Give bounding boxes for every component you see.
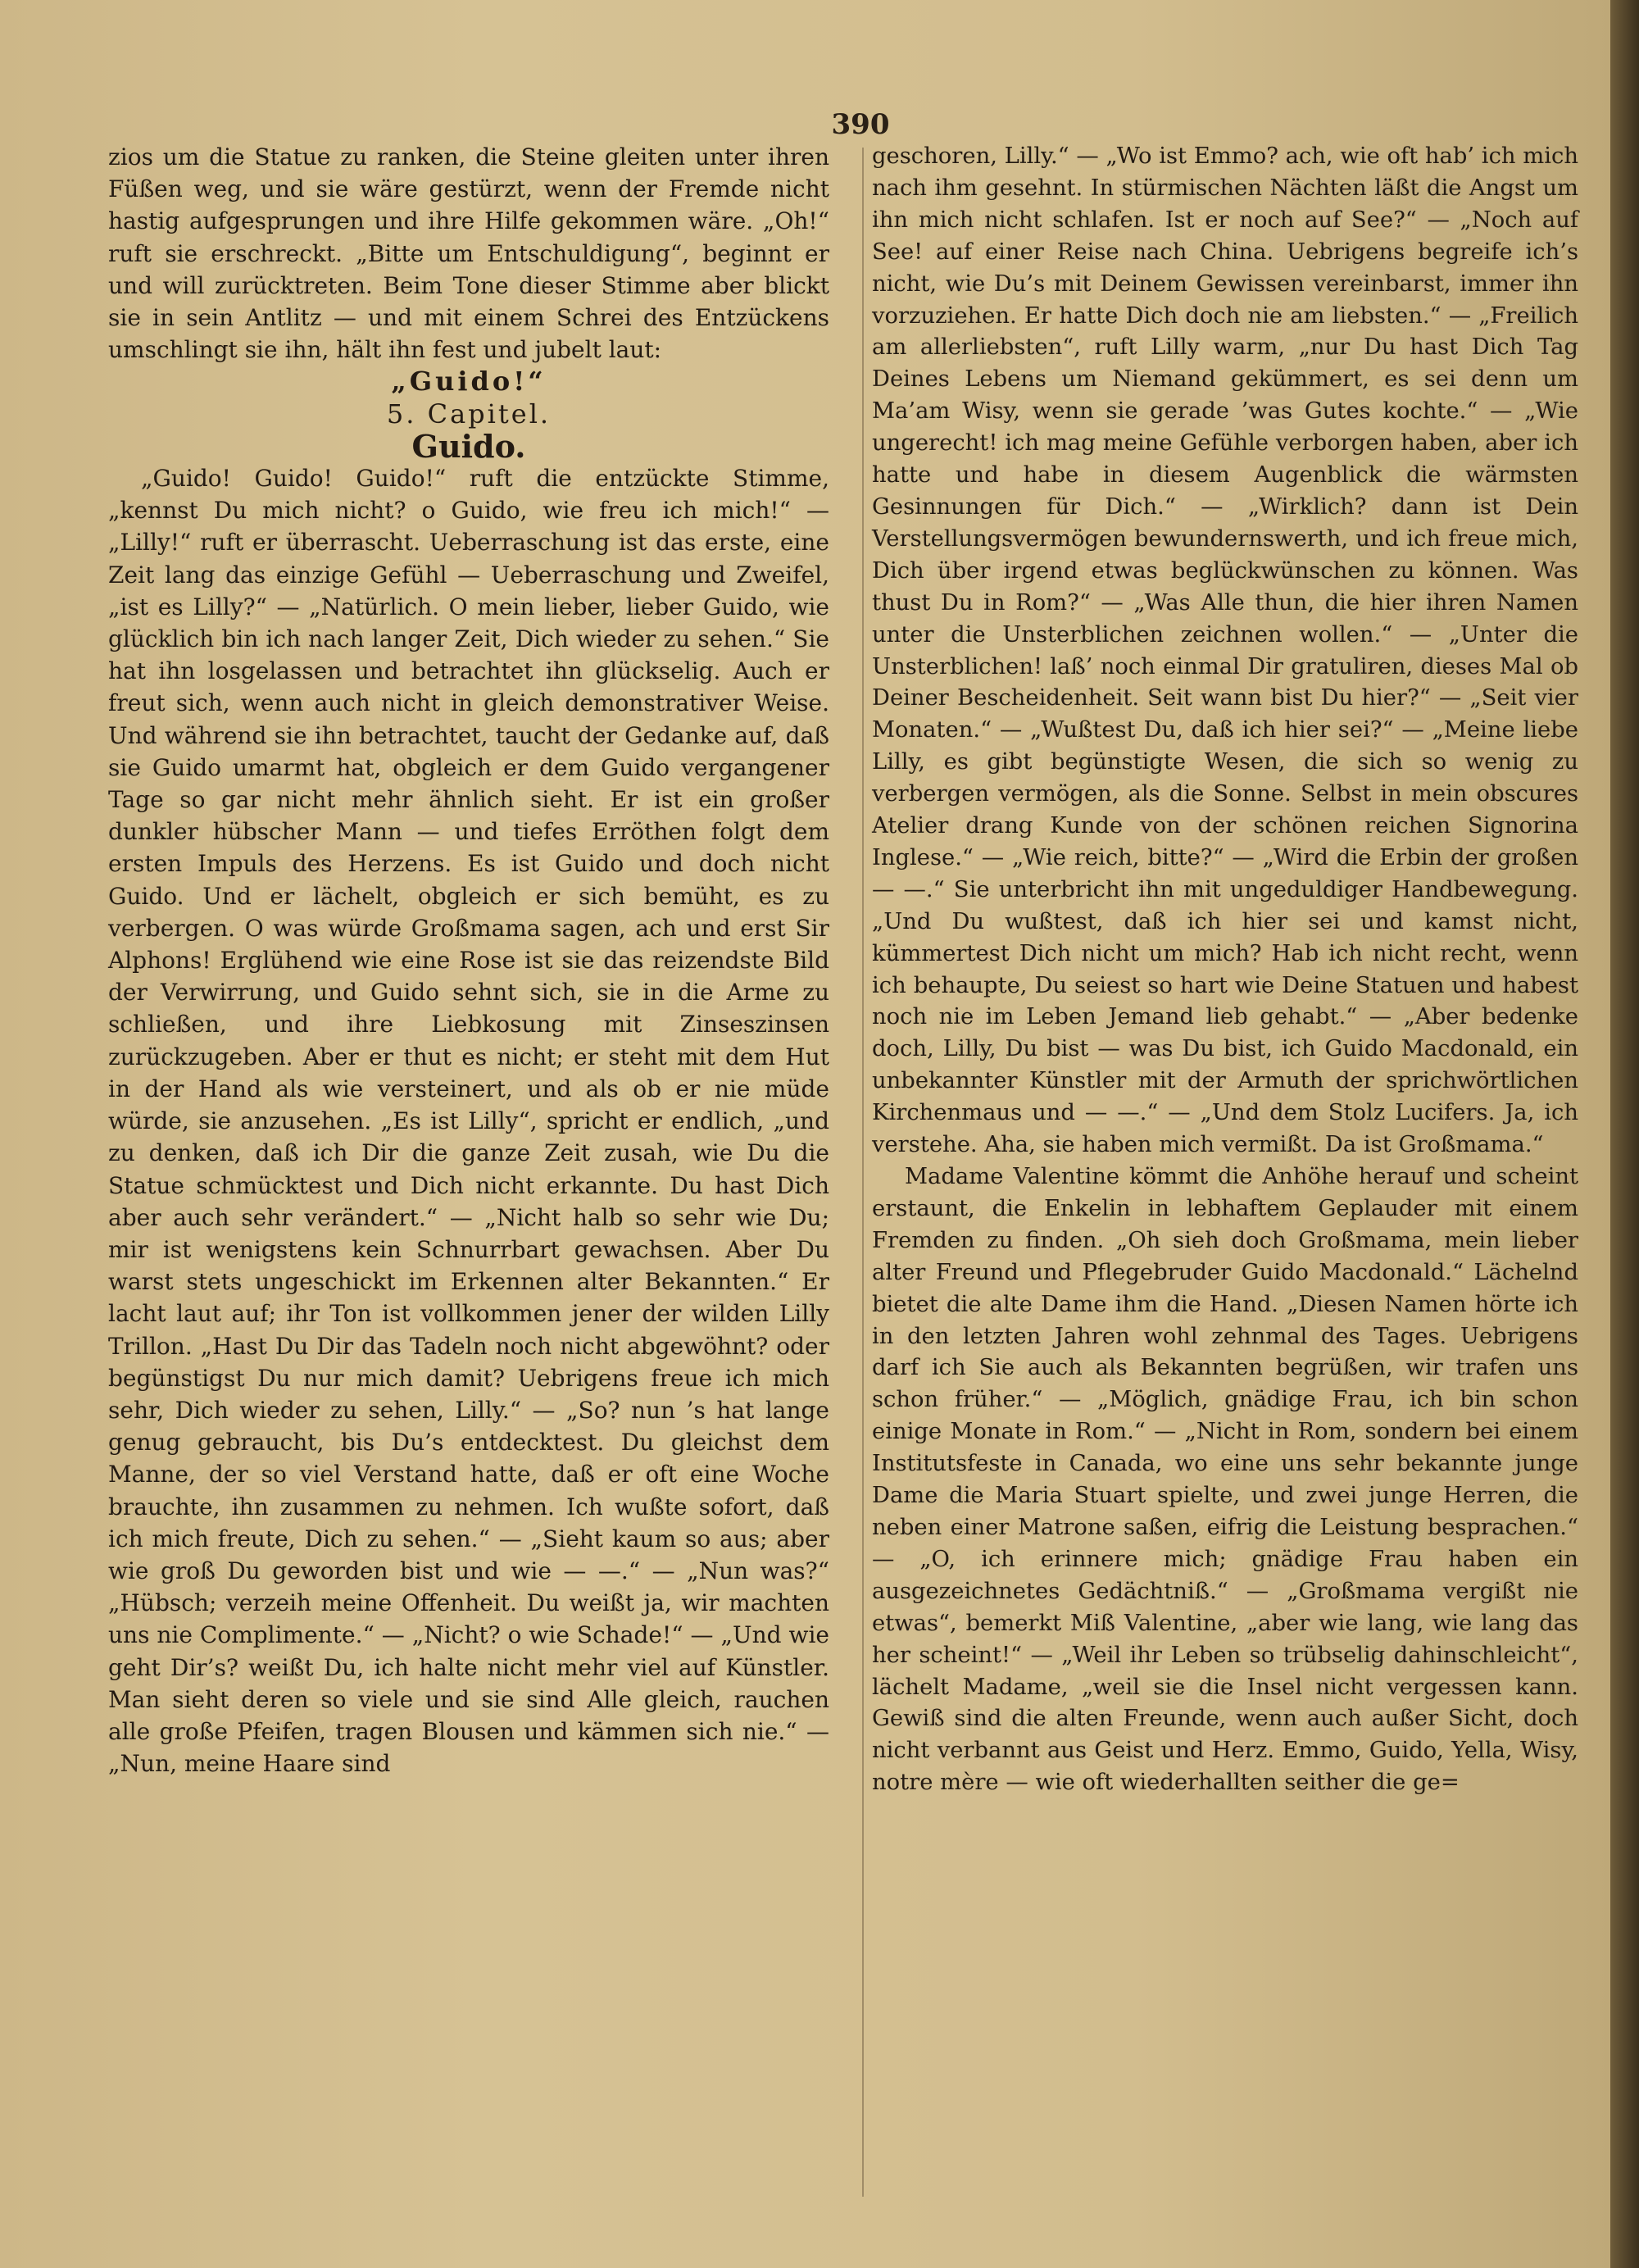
right-column [872, 141, 1578, 1799]
intro-paragraph: zios um die Statue zu ranken, die Steine gleiten unter ihren Füßen weg, und sie wäre gestürzt, wenn der Fremde nicht hastig aufgesprungen und ihre Hilfe gekommen wäre. „Oh!“ ruft sie erschreckt. „Bitte um Entschuldigung“, beginnt er und will zurücktreten. Beim Tone dieser Stimme aber blickt sie in sein Antlitz — und mit einem Schrei des Entzückens umschlingt sie ihn, hält ihn fest und jubelt laut: [108, 143, 829, 364]
guido-exclamation: „Guido!“ [391, 366, 547, 398]
madame-valentine-paragraph: Madame Valentine kömmt die Anhöhe herauf und scheint erstaunt, die Enkelin in lebhaftem Geplauder mit einem Fremden zu finden. „Oh sieh doch Großmama, mein lieber alter Freund und Pflegebruder Guido Macdonald.“ Lächelnd bietet die alte Dame ihm die Hand. „Diesen Namen hörte ich in den letzten Jahren wohl zehnmal des Tages. Uebrigens darf ich Sie auch als Bekannten begrüßen, wir trafen uns schon früher.“ — „Möglich, gnädige Frau, ich bin schon einige Monate in Rom.“ — „Nicht in Rom, sondern bei einem Institutsfeste in Canada, wo eine uns sehr bekannte junge Dame die Maria Stuart spielte, und zwei junge Herren, die neben einer Matrone saßen, eifrig die Leistung besprachen.“ — „O, ich erinnere mich; gnädige Frau haben ein ausgezeichnetes Gedächtniß.“ — „Großmama vergißt nie etwas“, bemerkt Miß Valentine, „aber wie lang, wie lang das her scheint!“ — „Weil ihr Leben so trübselig dahinschleicht“, lächelt Madame, „weil sie die Insel nicht vergessen kann. Gewiß sind die alten Freunde, wenn auch außer Sicht, doch nicht verbannt aus Geist und Herz. Emmo, Guido, Yella, Wisy, notre mère — wie oft wiederhallten seither die ge= [872, 1164, 1578, 1796]
page-number: 390 [831, 108, 890, 141]
column-divider [862, 148, 864, 2197]
book-spine [1610, 0, 1639, 2268]
continued-paragraph: geschoren, Lilly.“ — „Wo ist Emmo? ach, wie oft hab’ ich mich nach ihm gesehnt. In stürmischen Nächten läßt die Angst um ihn mich nicht schlafen. Ist er noch auf See?“ — „Noch auf See! auf einer Reise nach China. Uebrigens begreife ich’s nicht, wie Du’s mit Deinem Gewissen vereinbarst, immer ihn vorzuziehen. Er hatte Dich doch nie am liebsten.“ — „Freilich am allerliebsten“, ruft Lilly warm, „nur Du hast Dich Tag Deines Lebens um Niemand gekümmert, es sei denn um Ma’am Wisy, wenn sie gerade ’was Gutes kochte.“ — „Wie ungerecht! ich mag meine Gefühle verborgen haben, aber ich hatte und habe in diesem Augenblick die wärmsten Gesinnungen für Dich.“ — „Wirklich? dann ist Dein Verstellungsvermögen bewundernswerth, und ich freue mich, Dich über irgend etwas beglückwünschen zu können. Was thust Du in Rom?“ — „Was Alle thun, die hier ihren Namen unter die Unsterblichen zeichnen wollen.“ — „Unter die Unsterblichen! laß’ noch einmal Dir gratuliren, dieses Mal ob Deiner Bescheidenheit. Seit wann bist Du hier?“ — „Seit vier Monaten.“ — „Wußtest Du, daß ich hier sei?“ — „Meine liebe Lilly, es gibt begünstigte Wesen, die sich so wenig zu verbergen vermögen, als die Sonne. Selbst in mein obscures Atelier drang Kunde von der schönen reichen Signorina Inglese.“ — „Wie reich, bitte?“ — „Wird die Erbin der großen — —.“ Sie unterbricht ihn mit ungeduldiger Handbewegung. „Und Du wußtest, daß ich hier sei und kamst nicht, kümmertest Dich nicht um mich? Hab ich nicht recht, wenn ich behaupte, Du seiest so hart wie Deine Statuen und habest noch nie im Leben Jemand lieb gehabt.“ — „Aber bedenke doch, Lilly, Du bist — was Du bist, ich Guido Macdonald, ein unbekannter Künstler mit der Armuth der sprichwörtlichen Kirchenmaus und — —.“ — „Und dem Stolz Lucifers. Ja, ich verstehe. Aha, sie haben mich vermißt. Da ist Großmama.“ [872, 143, 1578, 1158]
chapter-title: Guido. [411, 427, 526, 465]
chapter-number: 5. Capitel. [386, 398, 552, 430]
chapter-body-paragraph: „Guido! Guido! Guido!“ ruft die entzückte Stimme, „kennst Du mich nicht? o Guido, wie freu ich mich!“ — „Lilly!“ ruft er überrascht. Ueberraschung ist das erste, eine Zeit lang das einzige Gefühl — Ueberraschung und Zweifel, „ist es Lilly?“ — „Natürlich. O mein lieber, lieber Guido, wie glücklich bin ich nach langer Zeit, Dich wieder zu sehen.“ Sie hat ihn losgelassen und betrachtet ihn glückselig. Auch er freut sich, wenn auch nicht in gleich demonstrativer Weise. Und während sie ihn betrachtet, taucht der Gedanke auf, daß sie Guido umarmt hat, obgleich er dem Guido vergangener Tage so gar nicht mehr ähnlich sieht. Er ist ein großer dunkler hübscher Mann — und tiefes Erröthen folgt dem ersten Impuls des Herzens. Es ist Guido und doch nicht Guido. Und er lächelt, obgleich er sich bemüht, es zu verbergen. O was würde Großmama sagen, ach und erst Sir Alphons! Erglühend wie eine Rose ist sie das reizendste Bild der Verwirrung, und Guido sehnt sich, sie in die Arme zu schließen, und ihre Liebkosung mit Zinseszinsen zurückzugeben. Aber er thut es nicht; er steht mit dem Hut in der Hand als wie versteinert, und als ob er nie müde würde, sie anzusehen. „Es ist Lilly“, spricht er endlich, „und zu denken, daß ich Dir die ganze Zeit zusah, wie Du die Statue schmücktest und Dich nicht erkannte. Du hast Dich aber auch sehr verändert.“ — „Nicht halb so sehr wie Du; mir ist wenigstens kein Schnurrbart gewachsen. Aber Du warst stets ungeschickt im Erkennen alter Bekannten.“ Er lacht laut auf; ihr Ton ist vollkommen jener der wilden Lilly Trillon. „Hast Du Dir das Tadeln noch nicht abgewöhnt? oder begünstigst Du nur mich damit? Uebrigens freue ich mich sehr, Dich wieder zu sehen, Lilly.“ — „So? nun ’s hat lange genug gebraucht, bis Du’s entdecktest. Du gleichst dem Manne, der so viel Verstand hatte, daß er oft eine Woche brauchte, ihn zusammen zu nehmen. Ich wußte sofort, daß ich mich freute, Dich zu sehen.“ — „Sieht kaum so aus; aber wie groß Du geworden bist und wie — —.“ — „Nun was?“ „Hübsch; verzeih meine Offenheit. Du weißt ja, wir machten uns nie Complimente.“ — „Nicht? o wie Schade!“ — „Und wie geht Dir’s? weißt Du, ich halte nicht mehr viel auf Künstler. Man sieht deren so viele und sie sind Alle gleich, rauchen alle große Pfeifen, tragen Blousen und kämmen sich nie.“ — „Nun, meine Haare sind [108, 465, 829, 1778]
left-column [108, 141, 829, 1779]
